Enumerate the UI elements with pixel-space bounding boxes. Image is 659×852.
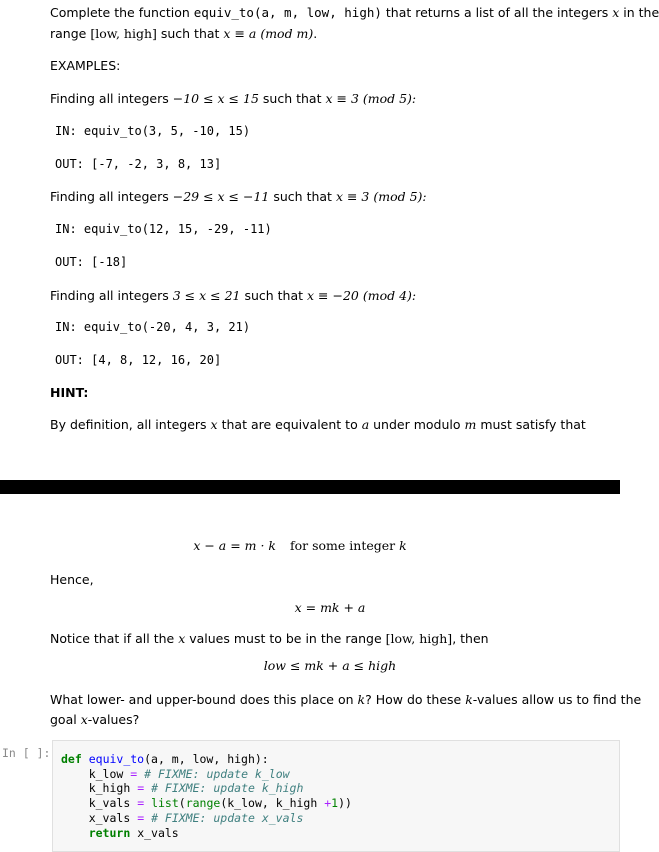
definition-text: By definition, all integers x that are equivalent to a under modulo m must satisfy that — [50, 417, 586, 432]
example-1-description: Finding all integers −10 ≤ x ≤ 15 such that x ≡ 3 (mod 5): — [50, 91, 417, 106]
example-3-output: OUT: [4, 8, 12, 16, 20] — [55, 353, 222, 367]
equation-bounds: low ≤ mk + a ≤ high — [263, 658, 397, 673]
example-2-output: OUT: [-18] — [55, 255, 128, 269]
example-2-description: Finding all integers −29 ≤ x ≤ −11 such that x ≡ 3 (mod 5): — [50, 189, 427, 204]
code-content[interactable]: def equiv_to(a, m, low, high): k_low = # FIXME: update k_low k_high = # FIXME: update k_high k_vals = list(range(k_low, k_high +1)) x_vals = # FIXME: update x_vals return x_vals — [61, 752, 352, 840]
hint-heading: HINT: — [50, 385, 89, 400]
intro-line-2: range [low, high] such that x ≡ a (mod m). — [50, 26, 318, 41]
intro-line-1: Complete the function equiv_to(a, m, low, high) that returns a list of all the integers x in the — [50, 5, 659, 20]
example-1-input: IN: equiv_to(3, 5, -10, 15) — [55, 124, 251, 138]
black-separator-bar — [0, 480, 620, 494]
function-signature: equiv_to(a, m, low, high) — [193, 5, 382, 20]
cell-prompt: In [ ]: — [2, 746, 51, 760]
example-1-output: OUT: [-7, -2, 3, 8, 13] — [55, 157, 222, 171]
equation-definition: x − a = m · k for some integer k — [193, 538, 407, 553]
question-line-2: goal x-values? — [50, 712, 140, 727]
example-2-input: IN: equiv_to(12, 15, -29, -11) — [55, 222, 272, 236]
example-3-description: Finding all integers 3 ≤ x ≤ 21 such that x ≡ −20 (mod 4): — [50, 288, 417, 303]
notice-text: Notice that if all the x values must to be in the range [low, high], then — [50, 631, 489, 646]
code-cell-editor[interactable] — [52, 740, 620, 852]
examples-heading: EXAMPLES: — [50, 58, 121, 73]
hence-text: Hence, — [50, 572, 94, 587]
question-line-1: What lower- and upper-bound does this place on k? How do these k-values allow us to find the — [50, 692, 642, 707]
equation-x: x = mk + a — [294, 600, 366, 615]
example-3-input: IN: equiv_to(-20, 4, 3, 21) — [55, 320, 251, 334]
